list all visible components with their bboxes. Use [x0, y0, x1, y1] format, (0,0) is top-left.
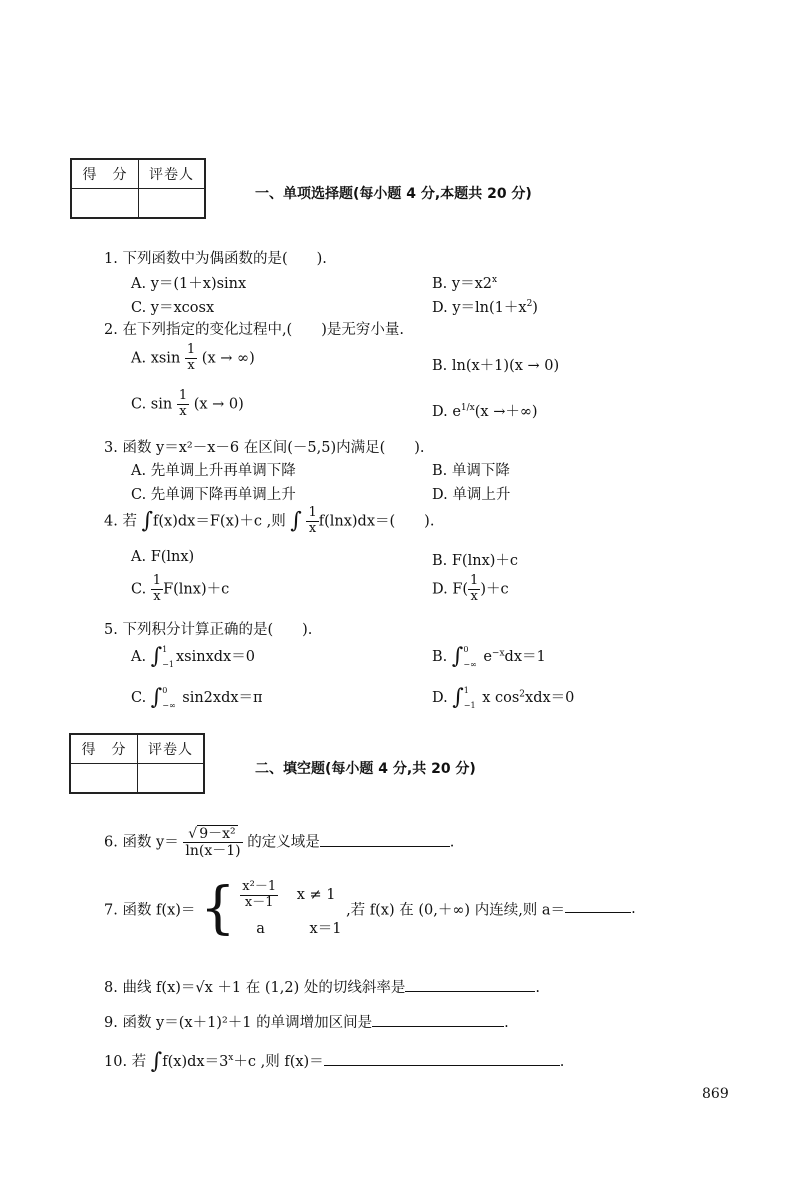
q3-option-a: A. 先单调上升再单调下降	[131, 463, 296, 479]
page-number: 869	[702, 1086, 729, 1102]
answer-blank-9[interactable]	[372, 1014, 504, 1027]
q1-option-b: B. $y=x2^x$	[432, 275, 498, 292]
integral-sign: ∫	[451, 644, 464, 670]
question-1-stem: 1. 下列函数中为偶函数的是( ).	[104, 251, 327, 267]
fraction: $\frac{1}{x}$	[186, 342, 196, 373]
fraction: $\frac{\text{√ 9－x²}}{\ln(x-1)}$	[185, 826, 241, 860]
integral-sign: ∫	[150, 685, 163, 711]
q5-option-c: C. ∫ 0 −∞ sin2xdx＝π	[131, 685, 263, 711]
q2-option-c: C. sin $\frac{1}{x}$ (x → 0)	[131, 388, 244, 419]
integral-sign: ∫	[150, 644, 163, 670]
fraction: $\frac{1}{x}$	[178, 388, 188, 419]
question-9: 9. 函数 y＝(x＋1)²＋1 的单调增加区间是 .	[104, 1015, 509, 1031]
q5-option-a: A. ∫ 1 −1 xsinxdx＝0	[131, 644, 255, 670]
score-cell[interactable]	[70, 764, 138, 794]
question-5-stem: 5. 下列积分计算正确的是( ).	[104, 622, 313, 638]
q3-option-b: B. 单调下降	[432, 463, 510, 479]
question-6: 6. 函数 y＝ $\frac{\text{√ 9－x²}}{\ln(x-1)}$ 的定义域是 .	[104, 826, 455, 860]
section-2-title: 二、填空题(每小题 4 分,共 20 分)	[255, 761, 476, 777]
integral-sign: ∫	[452, 685, 464, 711]
integral-sign: ∫	[150, 1049, 163, 1074]
answer-blank-7[interactable]	[565, 900, 631, 913]
q5-option-b: B. ∫ 0 −∞ $e^{-x}dx=1$	[432, 644, 546, 670]
score-box-2	[69, 733, 205, 794]
q4-option-d: D. F( $\frac{1}{x}$ )＋c	[432, 573, 509, 604]
score-header: 得 分	[71, 159, 139, 189]
answer-blank-8[interactable]	[405, 979, 535, 992]
score-box-1	[70, 158, 206, 219]
q2-option-d: D. $e^{1/x}(x$ →＋∞)	[432, 403, 538, 420]
q1-option-a: A. y＝(1＋x)sinx	[131, 276, 247, 292]
q4-option-c: C. $\frac{1}{x}$ F(lnx)＋c	[131, 573, 230, 604]
question-2-stem: 2. 在下列指定的变化过程中,( )是无穷小量.	[104, 322, 404, 338]
q1-option-c: C. y＝xcosx	[131, 300, 215, 316]
score-header: 得 分	[70, 734, 138, 764]
q3-option-c: C. 先单调下降再单调上升	[131, 487, 296, 503]
score-cell[interactable]	[71, 189, 139, 219]
fraction: $\frac{1}{x}$	[470, 573, 479, 604]
q1-option-d: D. $y=\ln(1+x^2)$	[432, 299, 538, 316]
section-1-title: 一、单项选择题(每小题 4 分,本题共 20 分)	[255, 186, 532, 202]
question-4-stem: 4. 若 ∫f(x)dx＝F(x)＋c ,则 ∫ $\frac{1}{x}$ f(lnx)dx＝( ).	[104, 505, 435, 536]
answer-blank-6[interactable]	[320, 834, 450, 847]
integral-sign: ∫	[141, 508, 154, 534]
grader-header: 评卷人	[139, 159, 206, 189]
question-10: 10. 若 $\int f(x)dx=3^x+c$ ,则 f(x)＝ .	[104, 1049, 565, 1074]
question-8: 8. 曲线 f(x)＝√x ＋1 在 (1,2) 处的切线斜率是 .	[104, 980, 540, 996]
question-3-stem: 3. 函数 y＝x²－x－6 在区间(－5,5)内满足( ).	[104, 440, 425, 456]
fraction: $\frac{\text{x²－1}}{x-1}$	[242, 879, 277, 910]
piecewise-brace: {	[200, 876, 236, 942]
grader-cell[interactable]	[139, 189, 206, 219]
answer-blank-10[interactable]	[324, 1053, 560, 1066]
fraction: $\frac{1}{x}$	[152, 573, 162, 604]
q4-option-a: A. F(lnx)	[131, 549, 195, 565]
grader-cell[interactable]	[138, 764, 205, 794]
q3-option-d: D. 单调上升	[432, 487, 511, 503]
q2-option-a: A. xsin $\frac{1}{x}$ (x → ∞)	[131, 342, 255, 373]
q2-option-b: B. ln(x＋1)(x → 0)	[432, 358, 560, 374]
integral-sign: ∫	[290, 508, 302, 534]
question-7: 7. 函数 f(x)＝ { $\frac{\text{x²－1}}{x-1}$ x ≠ 1 a x＝1 ,若 f(x) 在 (0,＋∞) 内连续,则 a＝ .	[104, 876, 636, 942]
fraction: $\frac{1}{x}$	[308, 505, 317, 536]
q4-option-b: B. F(lnx)＋c	[432, 553, 519, 569]
q5-option-d: D. ∫ 1 −1 x $\cos^2xdx=0$	[432, 685, 575, 711]
grader-header: 评卷人	[138, 734, 205, 764]
